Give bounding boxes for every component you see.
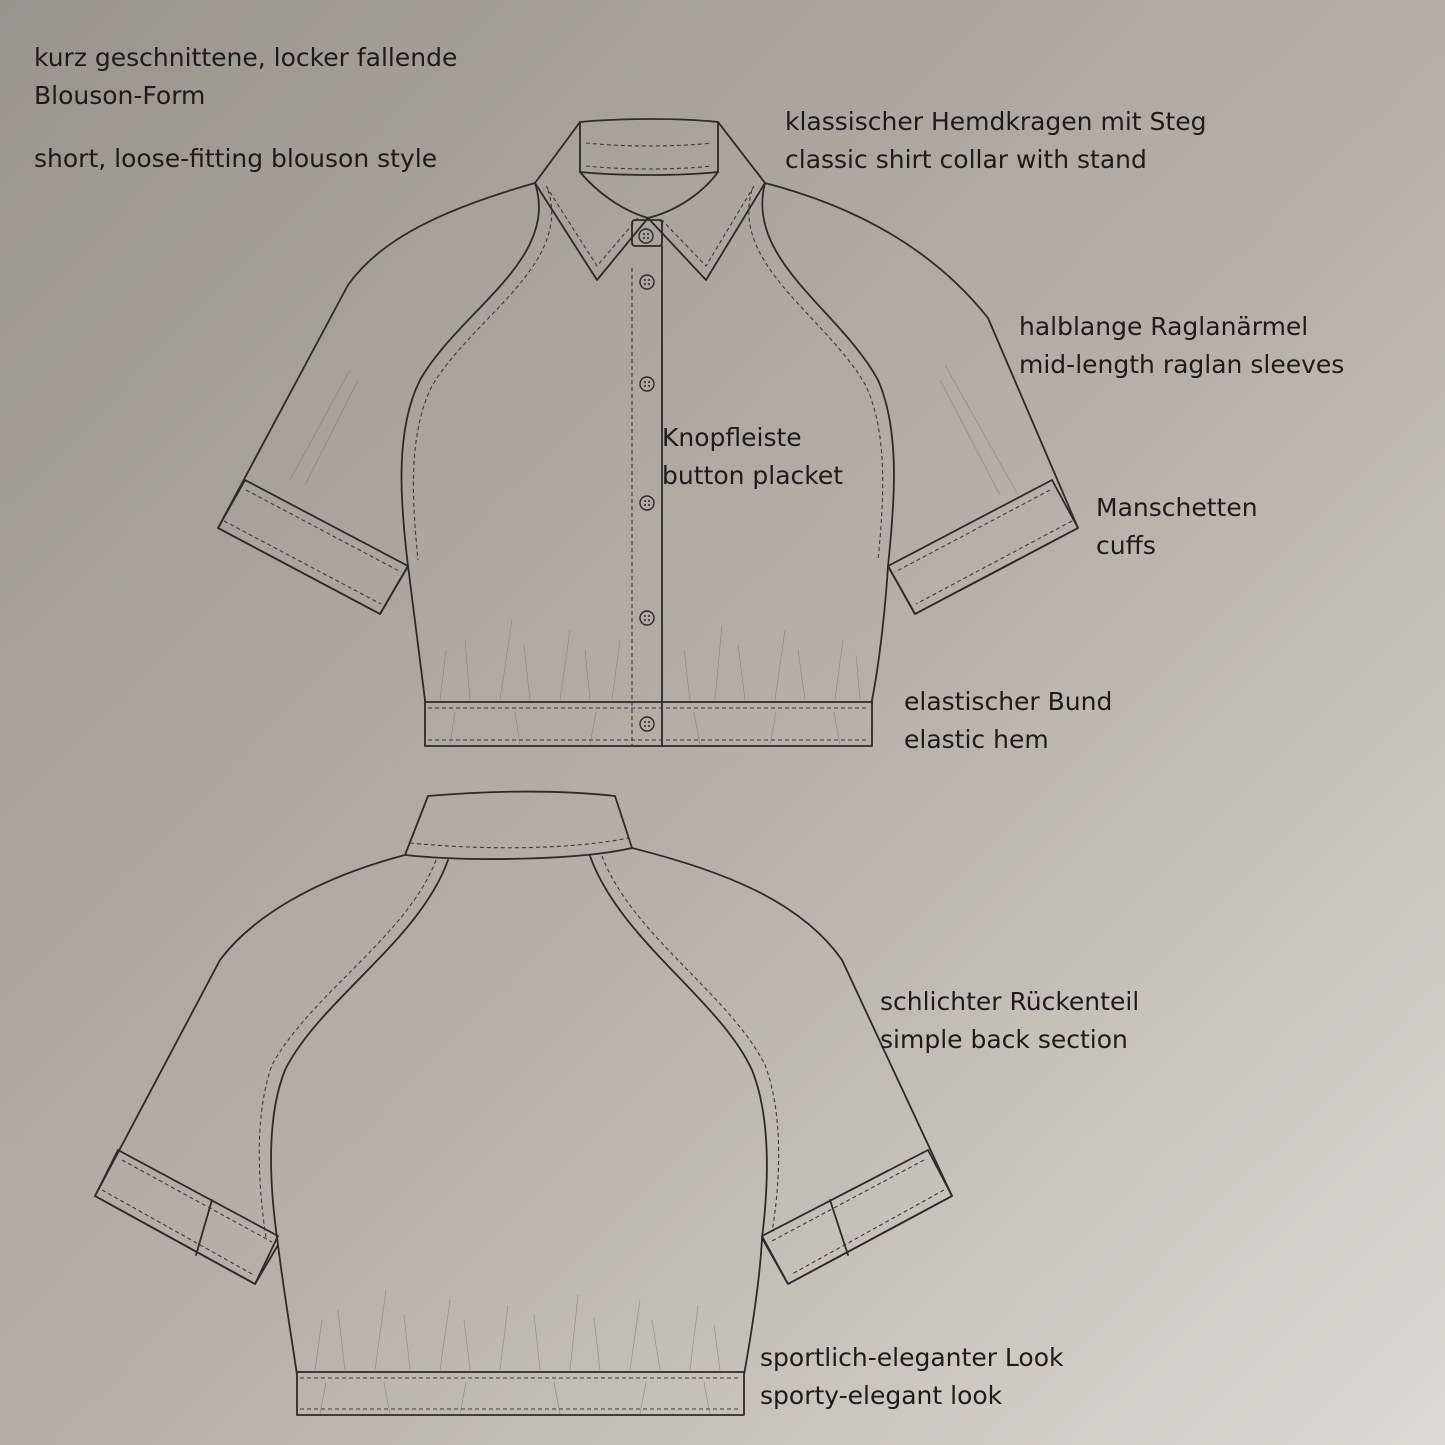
annotation-blouson-form [34, 39, 457, 115]
annotation-blouson-en [34, 140, 437, 178]
annotation-cuffs-de: Manschetten [1096, 493, 1258, 522]
annotation-cuffs-en: cuffs [1096, 531, 1156, 560]
annotation-blouson-en-text: short, loose-fitting blouson style [34, 144, 438, 173]
annotation-look-en: sporty-elegant look [760, 1381, 1003, 1410]
annotation-back-de: schlichter Rückenteil [880, 987, 1140, 1016]
annotation-blouson-de-1: kurz geschnittene, locker fallende [34, 43, 458, 72]
annotation-sleeves [1019, 308, 1344, 384]
annotation-sleeves-de: halblange Raglanärmel [1019, 312, 1309, 341]
annotation-hem [904, 683, 1112, 759]
annotation-sleeves-en: mid-length raglan sleeves [1019, 350, 1345, 379]
annotation-collar-en: classic shirt collar with stand [785, 145, 1147, 174]
annotation-collar-de: klassischer Hemdkragen mit Steg [785, 107, 1207, 136]
annotation-hem-de: elastischer Bund [904, 687, 1113, 716]
annotation-hem-en: elastic hem [904, 725, 1049, 754]
annotation-blouson-de-2: Blouson-Form [34, 81, 206, 110]
annotation-collar [785, 103, 1206, 179]
annotation-look-de: sportlich-eleganter Look [760, 1343, 1064, 1372]
annotation-look [760, 1339, 1063, 1415]
annotation-back [880, 983, 1139, 1059]
annotation-back-en: simple back section [880, 1025, 1128, 1054]
annotation-placket-en: button placket [662, 461, 844, 490]
annotation-cuffs [1096, 489, 1258, 565]
annotation-placket-de: Knopfleiste [662, 423, 802, 452]
annotation-placket [662, 419, 843, 495]
